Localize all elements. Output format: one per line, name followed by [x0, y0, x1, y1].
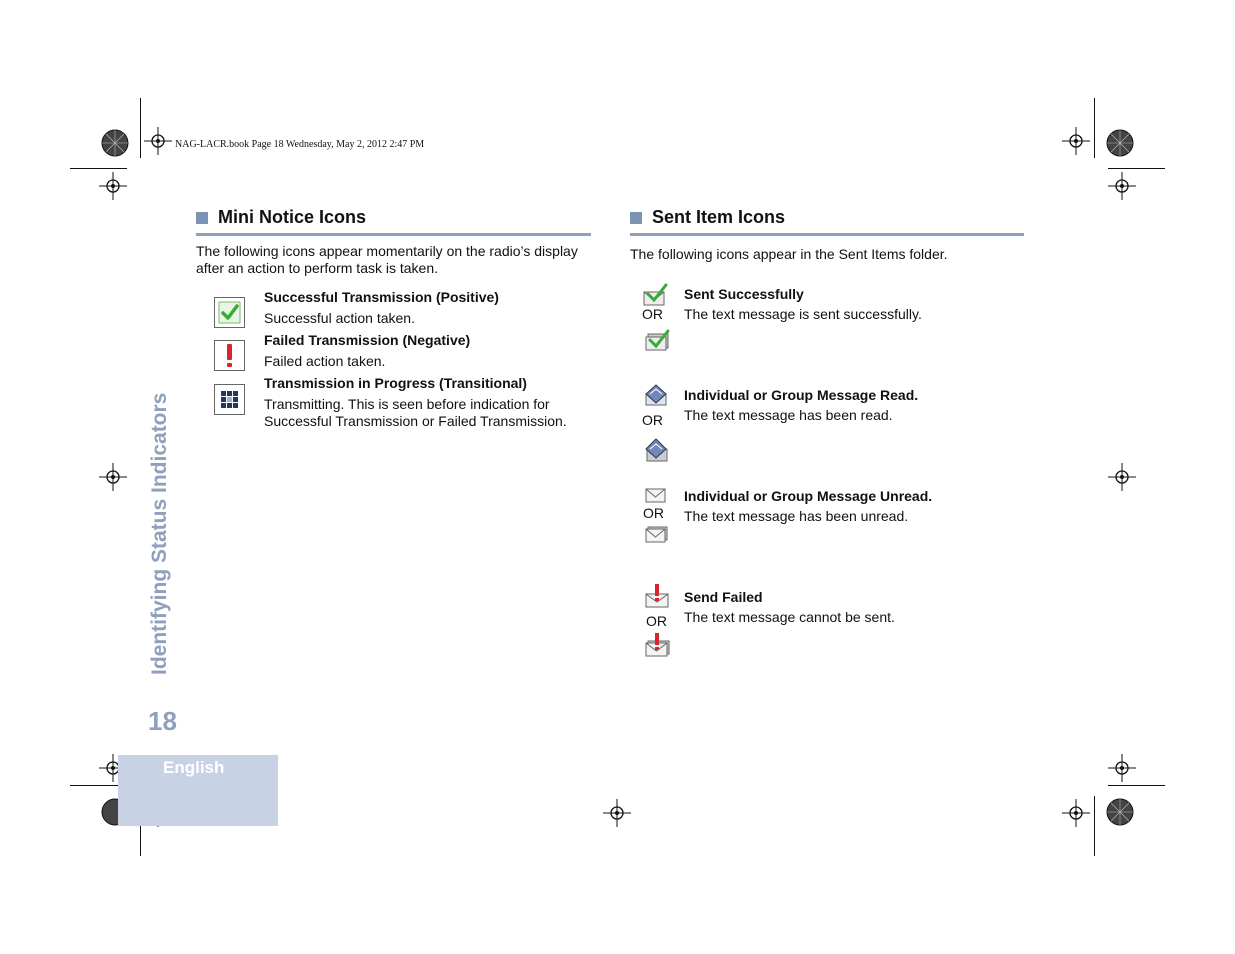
item-desc: The text message cannot be sent. — [684, 609, 895, 625]
or-label: OR — [646, 613, 667, 629]
or-label: OR — [642, 306, 663, 322]
registration-target-icon — [1105, 797, 1135, 827]
envelope-check-icon — [645, 328, 671, 352]
registration-target-icon — [1105, 128, 1135, 158]
envelope-check-icon — [643, 283, 669, 307]
item-title: Successful Transmission (Positive) — [264, 289, 499, 305]
check-icon — [214, 297, 245, 328]
envelope-read-icon — [645, 383, 669, 407]
exclamation-icon — [214, 340, 245, 371]
section-title-mini-notice: Mini Notice Icons — [218, 207, 367, 227]
right-intro: The following icons appear in the Sent Items folder. — [630, 246, 948, 262]
item-title: Failed Transmission (Negative) — [264, 332, 471, 348]
crosshair-icon — [1062, 127, 1090, 155]
envelope-unread-icon — [645, 488, 667, 504]
crosshair-icon — [1108, 172, 1136, 200]
item-desc: The text message has been unread. — [684, 508, 909, 524]
section-bullet — [630, 212, 642, 224]
crosshair-icon — [144, 127, 172, 155]
page-number: 18 — [148, 706, 177, 736]
crosshair-icon — [603, 799, 631, 827]
section-title-sent-items: Sent Item Icons — [652, 207, 786, 227]
item-desc: Successful action taken. — [264, 310, 415, 326]
envelope-unread-icon — [645, 526, 669, 544]
left-intro: The following icons appear momentarily on the radio’s display after an action to perform task is taken. — [196, 243, 578, 276]
section-rule — [196, 233, 591, 236]
envelope-failed-icon — [645, 583, 671, 609]
item-title: Individual or Group Message Unread. — [684, 488, 933, 504]
item-desc: The text message is sent successfully. — [684, 306, 922, 322]
crosshair-icon — [1062, 799, 1090, 827]
item-title: Send Failed — [684, 589, 763, 605]
crosshair-icon — [99, 172, 127, 200]
dots-grid-icon — [214, 384, 245, 415]
item-title: Transmission in Progress (Transitional) — [264, 375, 527, 391]
item-title: Sent Successfully — [684, 286, 804, 302]
item-desc: The text message has been read. — [684, 407, 893, 423]
item-title: Individual or Group Message Read. — [684, 387, 919, 403]
language-label: English — [163, 758, 225, 777]
crosshair-icon — [1108, 754, 1136, 782]
registration-target-icon — [100, 128, 130, 158]
envelope-failed-icon — [645, 633, 671, 657]
item-desc: Failed action taken. — [264, 353, 386, 369]
print-header: NAG-LACR.book Page 18 Wednesday, May 2, 2012 2:47 PM — [175, 139, 425, 150]
section-rule — [630, 233, 1024, 236]
side-chapter-title: Identifying Status Indicators — [148, 392, 171, 675]
envelope-read-icon — [645, 437, 669, 463]
or-label: OR — [643, 505, 664, 521]
item-desc: Transmitting. This is seen before indication for Successful Transmission or Failed Transmission. — [264, 396, 567, 429]
or-label: OR — [642, 412, 663, 428]
section-bullet — [196, 212, 208, 224]
crosshair-icon — [1108, 463, 1136, 491]
crosshair-icon — [99, 463, 127, 491]
